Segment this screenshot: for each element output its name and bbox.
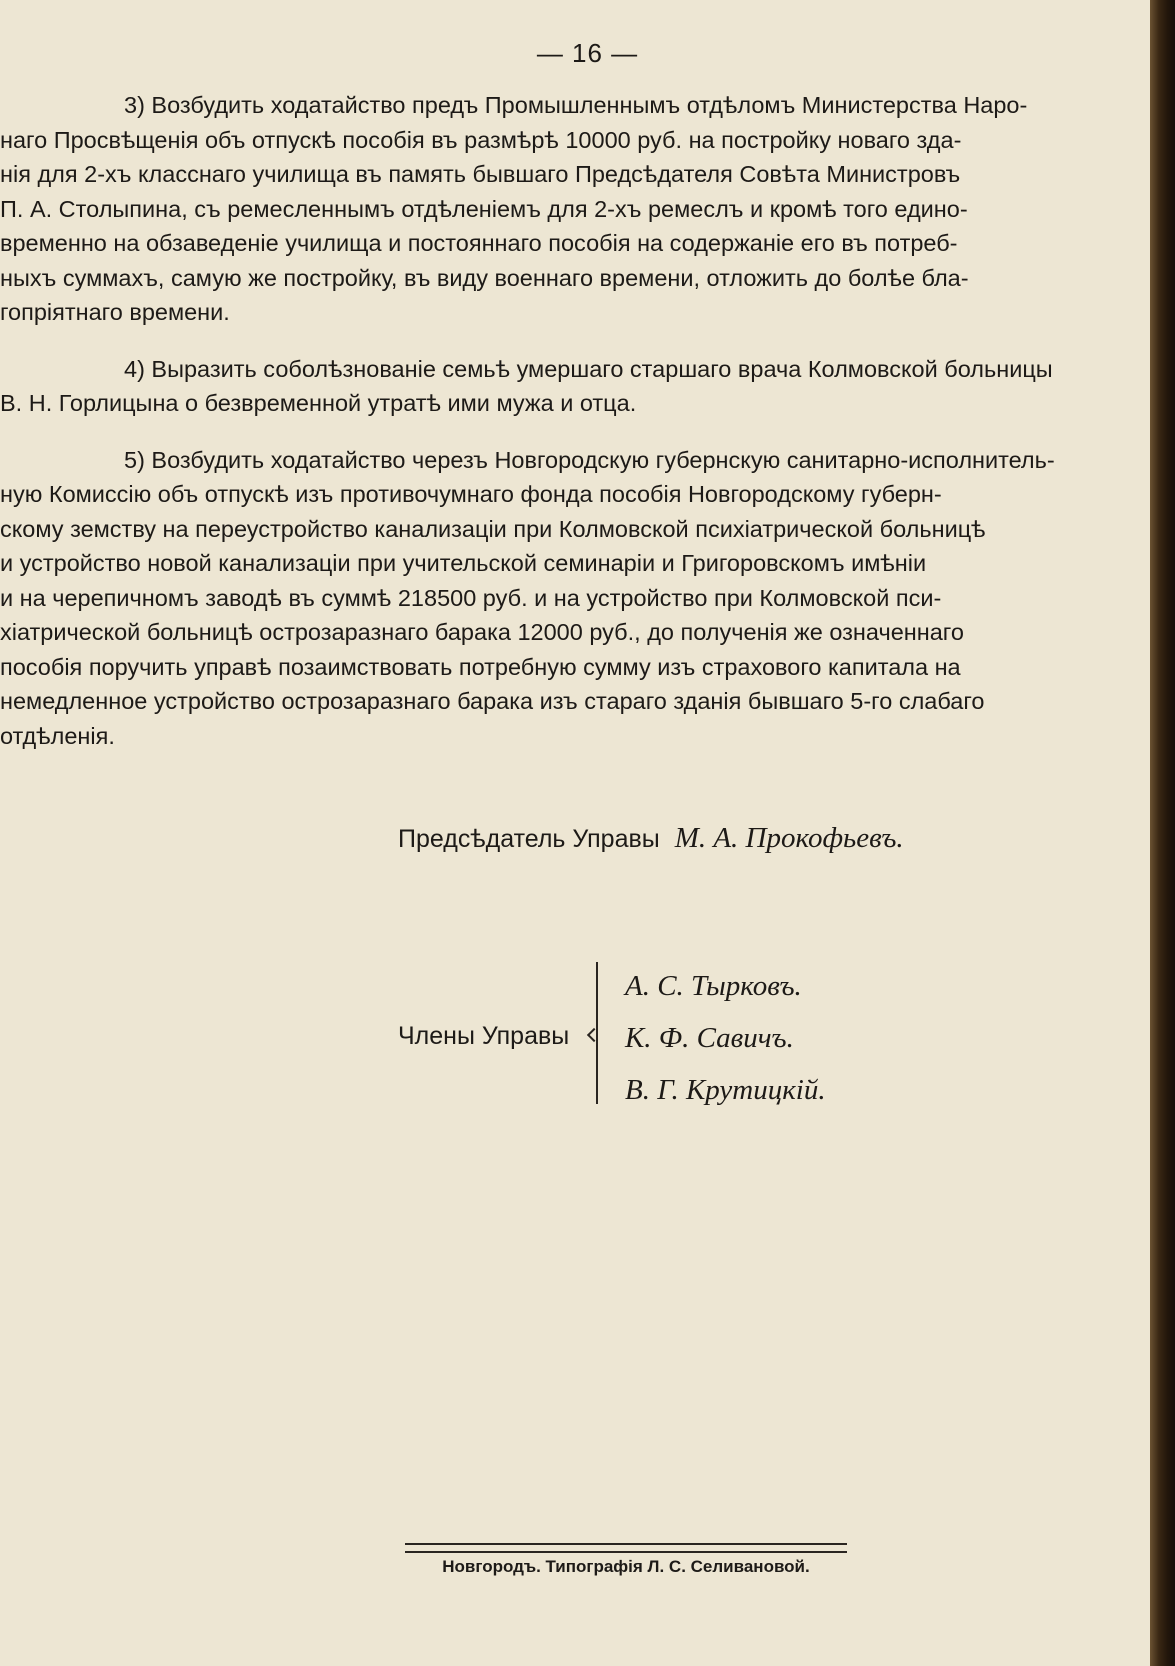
text-line: временно на обзаведеніе училища и постояннаго пособія на содержаніе его въ потреб- <box>0 230 958 256</box>
text-line: наго Просвѣщенія объ отпускѣ пособія въ размѣрѣ 10000 руб. на постройку новаго зда- <box>0 126 962 153</box>
chairman-name: М. А. Прокофьевъ. <box>674 822 904 854</box>
paragraph-3 <box>0 88 1150 330</box>
text-line: хіатрической больницѣ острозаразнаго барака 12000 руб., до полученія же означеннаго <box>0 619 964 645</box>
text-line: отдѣленія. <box>0 722 115 749</box>
paragraph-4 <box>0 352 1150 421</box>
text-line: 3) Возбудить ходатайство предъ Промышленнымъ отдѣломъ Министерства Наро- <box>124 92 1028 118</box>
paragraph-5 <box>0 443 1150 754</box>
text-line: и на черепичномъ заводѣ въ суммѣ 218500 руб. и на устройство при Колмовской пси- <box>0 584 942 611</box>
text-line: гопріятнаго времени. <box>0 299 230 325</box>
text-line: нія для 2-хъ класснаго училища въ память бывшаго Предсѣдателя Совѣта Министровъ <box>0 161 961 187</box>
text-line: В. Н. Горлицына о безвременной утратѣ ими мужа и отца. <box>0 390 637 416</box>
document-body <box>0 88 1150 775</box>
chairman-signature <box>398 822 904 855</box>
book-spine <box>1150 0 1175 1666</box>
text-line: немедленное устройство острозаразнаго барака изъ стараго зданія бывшаго 5-го слабаго <box>0 688 985 714</box>
member-name: К. Ф. Савичъ. <box>625 1022 794 1054</box>
text-line: скому земству на переустройство канализаціи при Колмовской психіатрической больницѣ <box>0 515 986 542</box>
text-line: и устройство новой канализаціи при учительской семинаріи и Григоровскомъ имѣніи <box>0 550 927 576</box>
printer-imprint: Новгородъ. Типографія Л. С. Селивановой. <box>442 1557 810 1576</box>
member-name: А. С. Тырковъ. <box>625 970 802 1002</box>
footer-divider <box>405 1543 847 1553</box>
text-line: ную Комиссію объ отпускѣ изъ противочумнаго фонда пособія Новгородскому губерн- <box>0 481 942 507</box>
chairman-title: Предсѣдатель Управы <box>398 825 660 853</box>
text-line: ныхъ суммахъ, самую же постройку, въ виду военнаго времени, отложить до болѣе бла- <box>0 264 969 291</box>
members-brace <box>596 962 606 1104</box>
text-line: 4) Выразить соболѣзнованіе семьѣ умершаго старшаго врача Колмовской больницы <box>124 355 1053 382</box>
page-number: — 16 — <box>536 38 639 68</box>
text-line: 5) Возбудить ходатайство черезъ Новгородскую губернскую санитарно-исполнитель- <box>124 446 1055 473</box>
member-name: В. Г. Крутицкій. <box>625 1074 826 1106</box>
text-line: пособія поручить управѣ позаимствовать потребную сумму изъ страхового капитала на <box>0 653 961 680</box>
members-label: Члены Управы <box>398 1022 570 1050</box>
text-line: П. А. Столыпина, съ ремесленнымъ отдѣленіемъ для 2-хъ ремеслъ и кромѣ того едино- <box>0 195 968 222</box>
